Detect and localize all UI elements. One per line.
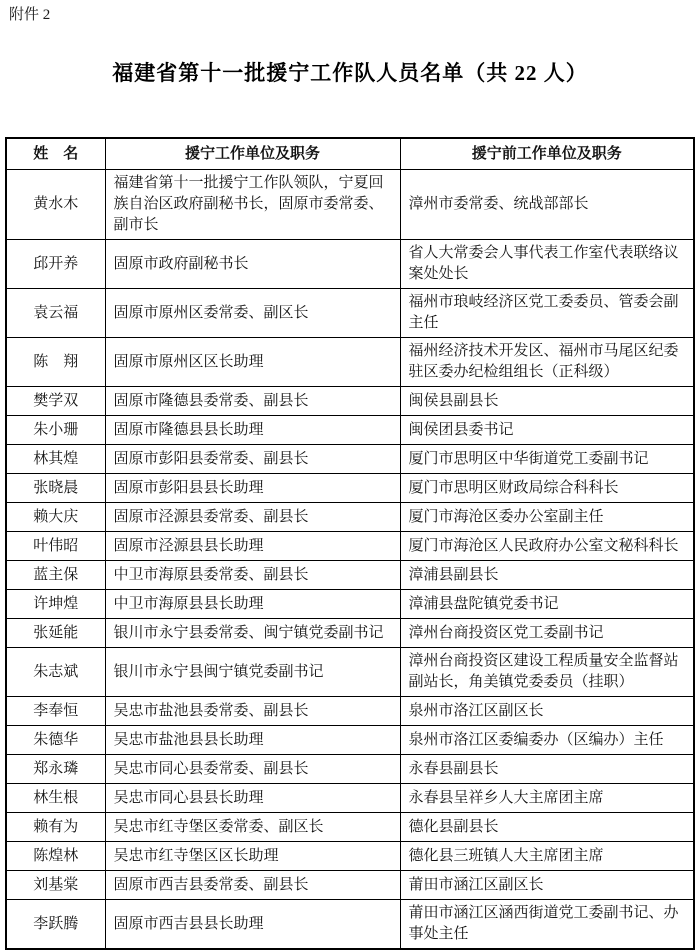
cell-current-position: 吴忠市红寺堡区区长助理	[105, 842, 400, 871]
table-row	[6, 416, 694, 445]
cell-former-position: 永春县副县长	[400, 755, 694, 784]
table-row	[6, 726, 694, 755]
table-row	[6, 240, 694, 289]
cell-current-position: 固原市彭阳县委常委、副县长	[105, 445, 400, 474]
cell-current-position: 中卫市海原县委常委、副县长	[105, 561, 400, 590]
cell-name: 张延能	[6, 619, 105, 648]
cell-former-position: 德化县副县长	[400, 813, 694, 842]
cell-former-position: 厦门市思明区中华街道党工委副书记	[400, 445, 694, 474]
cell-current-position: 吴忠市盐池县委常委、副县长	[105, 697, 400, 726]
table-row	[6, 532, 694, 561]
cell-current-position: 固原市泾源县委常委、副县长	[105, 503, 400, 532]
cell-name: 黄水木	[6, 170, 105, 240]
table-row	[6, 170, 694, 240]
cell-former-position: 泉州市洛江区副区长	[400, 697, 694, 726]
table-header	[6, 138, 694, 170]
cell-former-position: 永春县呈祥乡人大主席团主席	[400, 784, 694, 813]
table-row	[6, 561, 694, 590]
cell-name: 许坤煌	[6, 590, 105, 619]
table-row	[6, 813, 694, 842]
cell-former-position: 闽侯团县委书记	[400, 416, 694, 445]
cell-former-position: 漳浦县盘陀镇党委书记	[400, 590, 694, 619]
header-name: 姓 名	[6, 138, 105, 170]
cell-current-position: 固原市西吉县县长助理	[105, 900, 400, 950]
cell-former-position: 漳浦县副县长	[400, 561, 694, 590]
table-row	[6, 445, 694, 474]
cell-name: 陈煌林	[6, 842, 105, 871]
cell-former-position: 漳州台商投资区建设工程质量安全监督站副站长，角美镇党委委员（挂职）	[400, 648, 694, 697]
cell-name: 蓝主保	[6, 561, 105, 590]
table-row	[6, 503, 694, 532]
table-row	[6, 338, 694, 387]
cell-current-position: 固原市泾源县县长助理	[105, 532, 400, 561]
cell-current-position: 固原市隆德县县长助理	[105, 416, 400, 445]
cell-name: 张晓晨	[6, 474, 105, 503]
cell-name: 林生根	[6, 784, 105, 813]
cell-former-position: 泉州市洛江区委编委办（区编办）主任	[400, 726, 694, 755]
cell-name: 邱开养	[6, 240, 105, 289]
table-body	[6, 170, 694, 950]
cell-current-position: 银川市永宁县闽宁镇党委副书记	[105, 648, 400, 697]
header-current-position: 援宁工作单位及职务	[105, 138, 400, 170]
cell-name: 李奉恒	[6, 697, 105, 726]
cell-current-position: 福建省第十一批援宁工作队领队，宁夏回族自治区政府副秘书长，固原市委常委、副市长	[105, 170, 400, 240]
table-row	[6, 590, 694, 619]
cell-name: 刘基棠	[6, 871, 105, 900]
cell-name: 郑永璘	[6, 755, 105, 784]
cell-name: 陈 翔	[6, 338, 105, 387]
page-title: 福建省第十一批援宁工作队人员名单（共 22 人）	[112, 61, 588, 85]
cell-former-position: 莆田市涵江区涵西街道党工委副书记、办事处主任	[400, 900, 694, 950]
table-row	[6, 900, 694, 950]
cell-current-position: 固原市彭阳县县长助理	[105, 474, 400, 503]
header-former-position: 援宁前工作单位及职务	[400, 138, 694, 170]
cell-former-position: 德化县三班镇人大主席团主席	[400, 842, 694, 871]
table-row	[6, 387, 694, 416]
cell-current-position: 吴忠市同心县县长助理	[105, 784, 400, 813]
cell-name: 赖大庆	[6, 503, 105, 532]
cell-current-position: 固原市西吉县委常委、副县长	[105, 871, 400, 900]
cell-former-position: 漳州台商投资区党工委副书记	[400, 619, 694, 648]
cell-name: 樊学双	[6, 387, 105, 416]
cell-current-position: 固原市隆德县委常委、副县长	[105, 387, 400, 416]
cell-current-position: 吴忠市盐池县县长助理	[105, 726, 400, 755]
table-row	[6, 842, 694, 871]
cell-name: 朱德华	[6, 726, 105, 755]
cell-current-position: 吴忠市同心县委常委、副县长	[105, 755, 400, 784]
cell-former-position: 福州市琅岐经济区党工委委员、管委会副主任	[400, 289, 694, 338]
cell-current-position: 银川市永宁县委常委、闽宁镇党委副书记	[105, 619, 400, 648]
cell-former-position: 闽侯县副县长	[400, 387, 694, 416]
table-row	[6, 784, 694, 813]
cell-former-position: 厦门市海沧区人民政府办公室文秘科科长	[400, 532, 694, 561]
cell-former-position: 莆田市涵江区副区长	[400, 871, 694, 900]
cell-current-position: 吴忠市红寺堡区委常委、副区长	[105, 813, 400, 842]
attachment-label: 附件 2	[9, 7, 51, 23]
cell-former-position: 厦门市海沧区委办公室副主任	[400, 503, 694, 532]
header-row	[6, 138, 694, 170]
table-row	[6, 289, 694, 338]
cell-former-position: 厦门市思明区财政局综合科科长	[400, 474, 694, 503]
cell-current-position: 中卫市海原县县长助理	[105, 590, 400, 619]
table-row	[6, 755, 694, 784]
cell-former-position: 省人大常委会人事代表工作室代表联络议案处处长	[400, 240, 694, 289]
cell-name: 赖有为	[6, 813, 105, 842]
cell-name: 朱小珊	[6, 416, 105, 445]
cell-name: 朱志斌	[6, 648, 105, 697]
cell-former-position: 漳州市委常委、统战部部长	[400, 170, 694, 240]
table-row	[6, 697, 694, 726]
cell-name: 林其煌	[6, 445, 105, 474]
cell-current-position: 固原市政府副秘书长	[105, 240, 400, 289]
cell-current-position: 固原市原州区委常委、副区长	[105, 289, 400, 338]
table-row	[6, 648, 694, 697]
cell-name: 叶伟昭	[6, 532, 105, 561]
cell-current-position: 固原市原州区区长助理	[105, 338, 400, 387]
cell-former-position: 福州经济技术开发区、福州市马尾区纪委驻区委办纪检组组长（正科级）	[400, 338, 694, 387]
cell-name: 袁云福	[6, 289, 105, 338]
table-row	[6, 619, 694, 648]
roster-table	[5, 137, 695, 950]
table-row	[6, 474, 694, 503]
cell-name: 李跃腾	[6, 900, 105, 950]
table-row	[6, 871, 694, 900]
